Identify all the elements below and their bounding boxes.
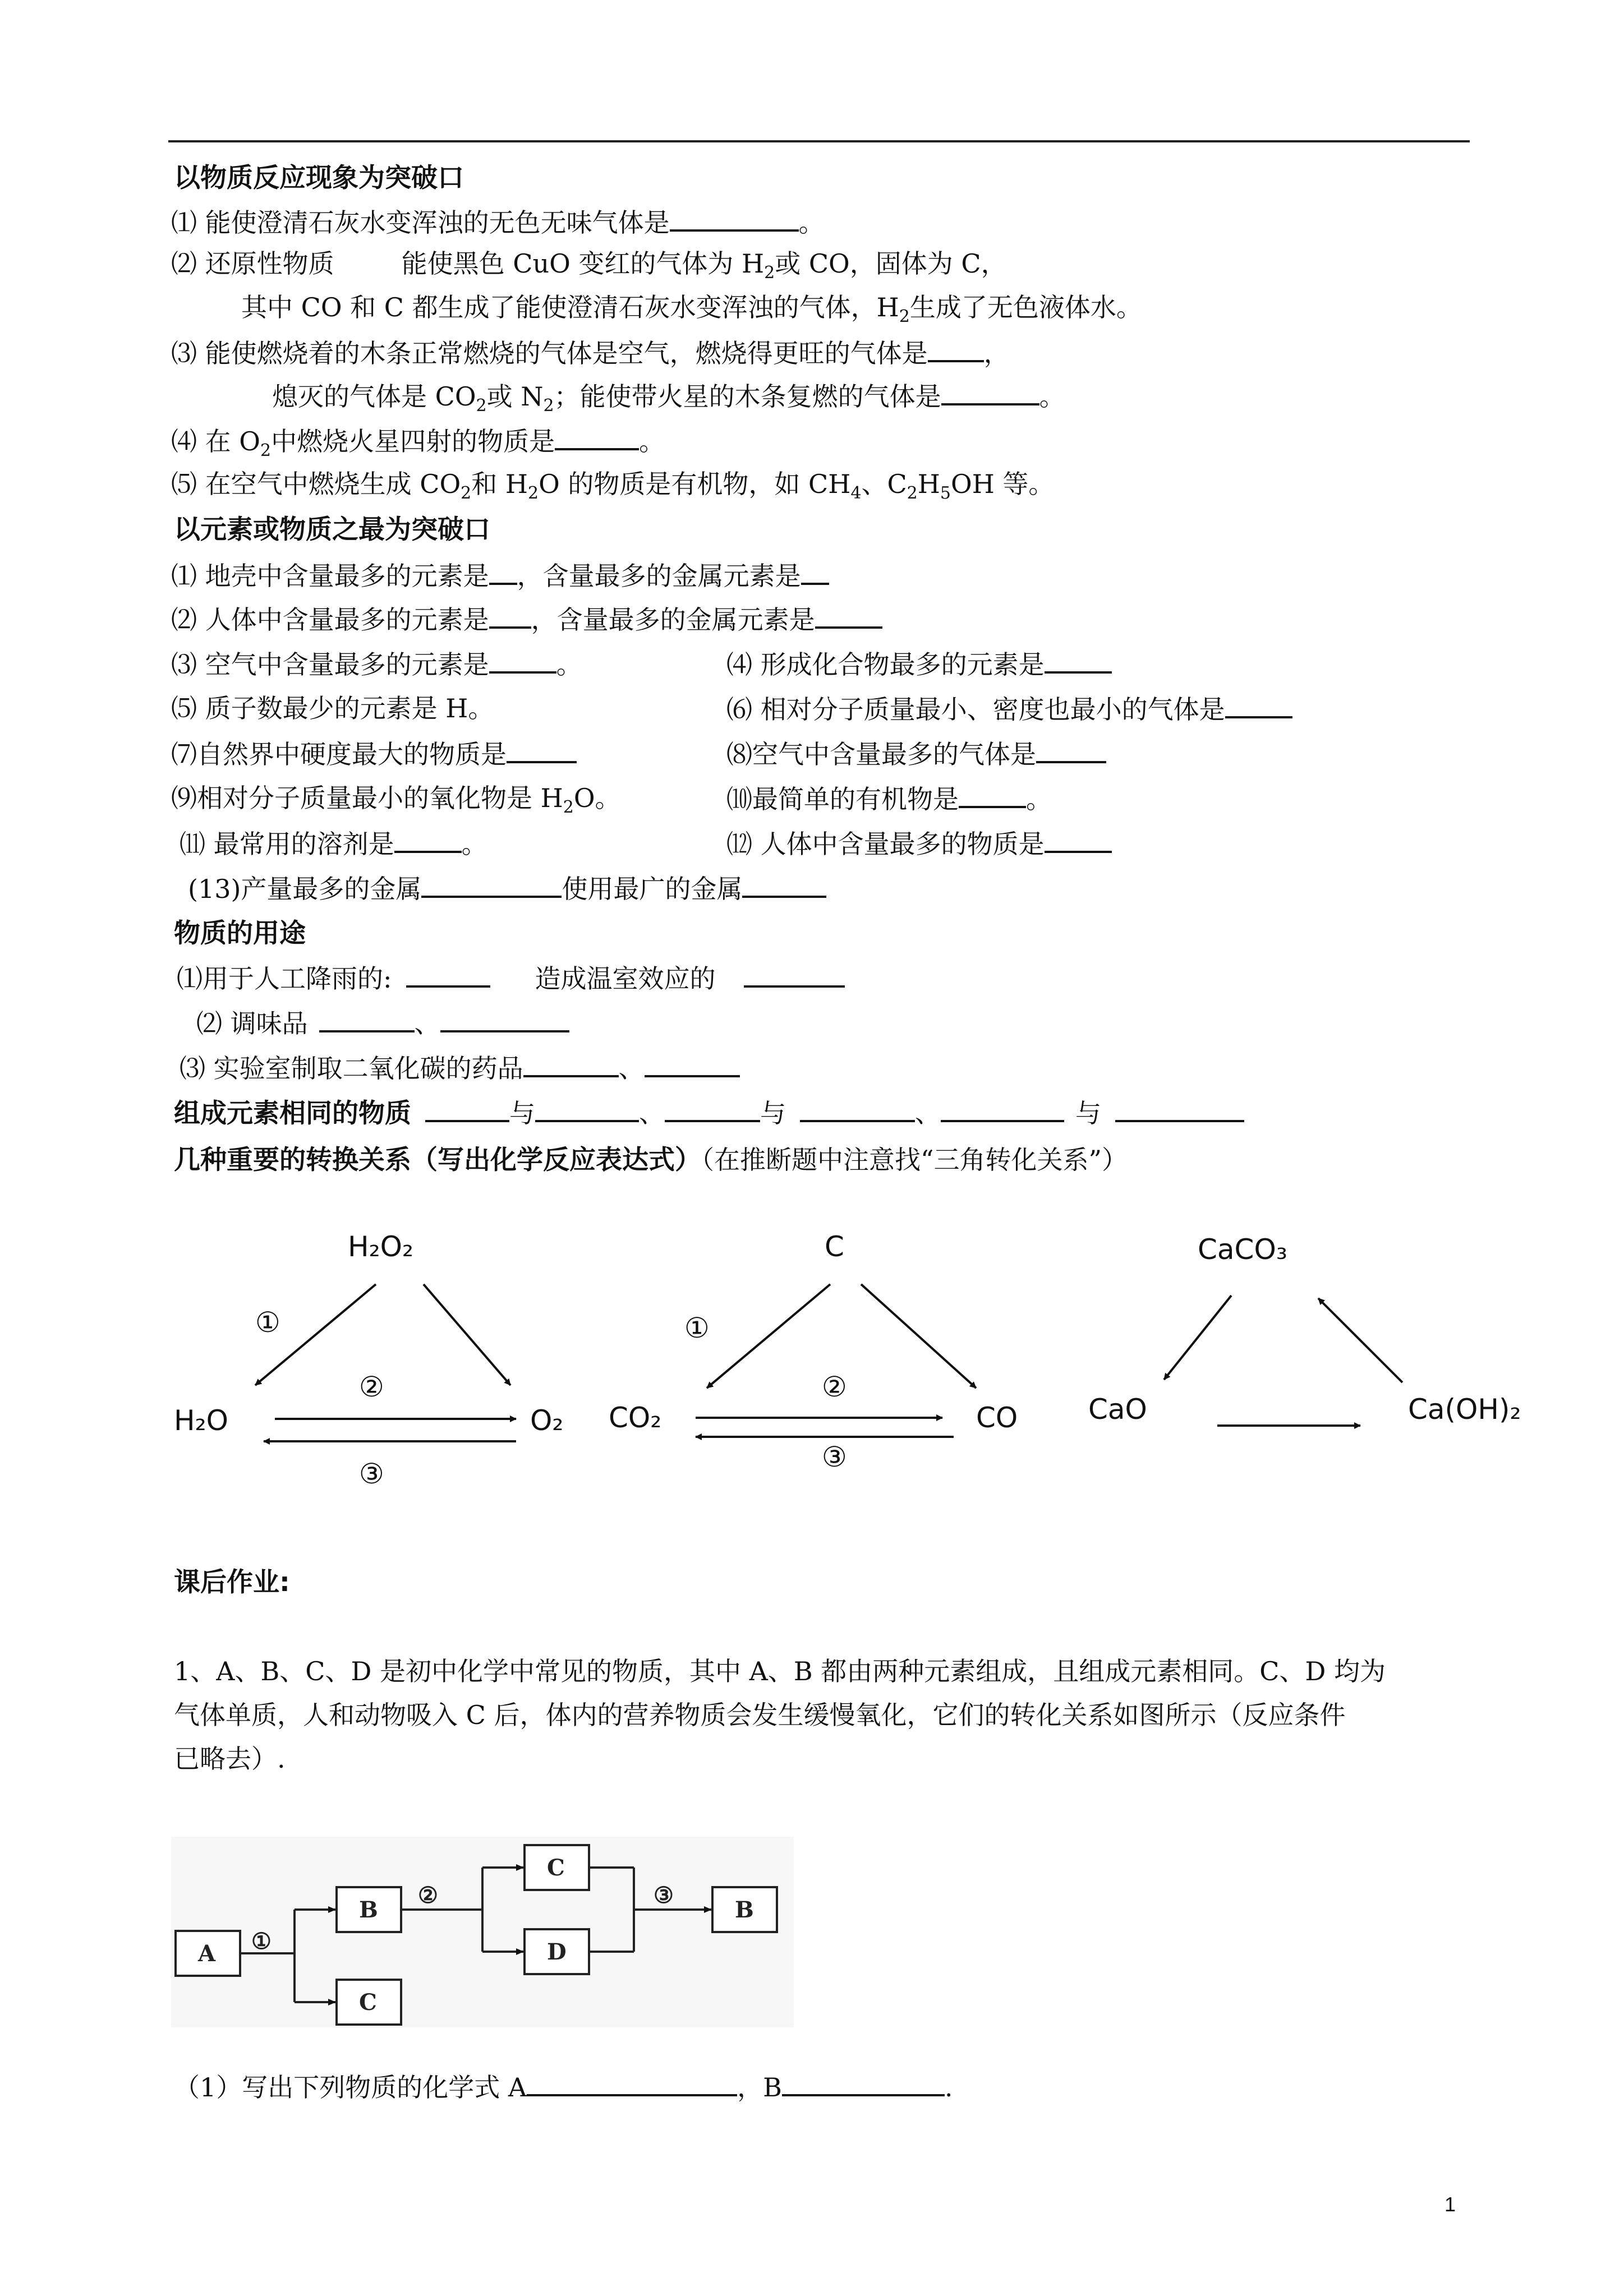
node-co: CO bbox=[976, 1401, 1018, 1434]
answer-blank[interactable] bbox=[555, 423, 639, 450]
section-title: 以元素或物质之最为突破口 bbox=[174, 514, 490, 545]
step-label-3: ③ bbox=[654, 1882, 674, 1908]
step-label-1: ① bbox=[255, 1306, 280, 1339]
answer-blank[interactable] bbox=[421, 871, 562, 898]
answer-blank[interactable] bbox=[815, 602, 882, 629]
answer-blank[interactable] bbox=[665, 1095, 760, 1122]
answer-blank[interactable] bbox=[800, 1095, 915, 1122]
problem-text: 气体单质，人和动物吸入 C 后，体内的营养物质会发生缓慢氧化，它们的转化关系如图所示（反应条件 bbox=[174, 1700, 1346, 1730]
question-line: ⑼相对分子质量最小的氧化物是 $H_2O$。 bbox=[171, 783, 621, 818]
answer-blank[interactable] bbox=[425, 1095, 509, 1122]
answer-blank[interactable] bbox=[670, 205, 799, 232]
triangle-h2o2 bbox=[174, 1230, 563, 1490]
answer-blank[interactable] bbox=[489, 602, 531, 629]
section-title: 物质的用途 bbox=[174, 918, 306, 949]
node-h2o: H₂O bbox=[174, 1404, 228, 1437]
arrow bbox=[707, 1284, 830, 1388]
answer-blank[interactable] bbox=[928, 335, 984, 362]
answer-blank[interactable] bbox=[1045, 826, 1112, 853]
homework-title: 课后作业: bbox=[174, 1567, 290, 1598]
answer-blank[interactable] bbox=[489, 647, 556, 674]
answer-blank-b[interactable] bbox=[782, 2069, 945, 2096]
label-d: D bbox=[547, 1939, 567, 1965]
node-h2o2: H₂O₂ bbox=[348, 1230, 414, 1263]
label-c: C bbox=[547, 1855, 565, 1881]
answer-blank[interactable] bbox=[941, 1095, 1064, 1122]
question-line: （1）写出下列物质的化学式 A ，B . bbox=[174, 2069, 953, 2104]
triangle-caco3 bbox=[1088, 1233, 1521, 1426]
answer-blank[interactable] bbox=[319, 1006, 415, 1032]
answer-blank[interactable] bbox=[742, 871, 826, 898]
header-rule bbox=[168, 140, 1470, 142]
node-co2: CO₂ bbox=[609, 1401, 662, 1434]
question-line: ⑸ 在空气中燃烧生成 $CO_2$和 $H_2O$ 的物质是有机物，如 $CH_4$、$C_2H_5OH$ 等。 bbox=[171, 469, 1055, 504]
question-line: ⑷ 在 $O_2$中燃烧火星四射的物质是 。 bbox=[171, 423, 665, 468]
node-cao: CaO bbox=[1088, 1393, 1147, 1426]
answer-blank[interactable] bbox=[744, 961, 845, 988]
question-line: ⑵ 人体中含量最多的元素是 ，含量最多的金属元素是 bbox=[171, 602, 882, 637]
answer-blank[interactable] bbox=[959, 781, 1026, 808]
question-line: ⑶ 能使燃烧着的木条正常燃烧的气体是空气，燃烧得更旺的气体是 ， bbox=[171, 335, 1010, 370]
question-line: ⑻空气中含量最多的气体是 bbox=[726, 736, 1106, 771]
conversion-diagrams bbox=[0, 1206, 1624, 1520]
answer-blank[interactable] bbox=[394, 826, 462, 853]
answer-blank[interactable] bbox=[801, 558, 829, 585]
step-label-2: ② bbox=[418, 1882, 438, 1908]
section-title-line: 几种重要的转换关系（写出化学反应表达式）（在推断题中注意找“三角转化关系”） bbox=[174, 1145, 1128, 1175]
answer-blank[interactable] bbox=[941, 379, 1039, 405]
question-line: (13)产量最多的金属 使用最广的金属 bbox=[188, 871, 826, 906]
page-number: 1 bbox=[1444, 2193, 1456, 2216]
question-line: ⑽最简单的有机物是 。 bbox=[726, 781, 1052, 816]
answer-blank[interactable] bbox=[645, 1050, 740, 1077]
question-line: ⑷ 形成化合物最多的元素是 bbox=[726, 647, 1112, 681]
question-line: ⑴ 能使澄清石灰水变浑浊的无色无味气体是 。 bbox=[171, 205, 825, 239]
question-line: ⑶ 空气中含量最多的元素是 。 bbox=[171, 647, 582, 681]
answer-blank[interactable] bbox=[489, 558, 517, 585]
problem-text: 1、A、B、C、D 是初中化学中常见的物质，其中 A、B 都由两种元素组成，且组成元素相同。C、D 均为 bbox=[174, 1656, 1386, 1686]
answer-blank[interactable] bbox=[1225, 691, 1292, 718]
answer-blank[interactable] bbox=[1036, 736, 1106, 763]
question-line: ⑴ 地壳中含量最多的元素是 ，含量最多的金属元素是 bbox=[171, 558, 829, 593]
question-line: 组成元素相同的物质 与 、 与 、 与 bbox=[174, 1095, 1244, 1131]
question-line: ⑵ 还原性物质 能使黑色 CuO 变红的气体为 $H_2$或 CO，固体为 C， bbox=[171, 248, 1007, 283]
label-b: B bbox=[359, 1897, 378, 1923]
node-caoh2: Ca(OH)₂ bbox=[1408, 1393, 1521, 1426]
node-caco3: CaCO₃ bbox=[1198, 1233, 1287, 1266]
label-b: B bbox=[735, 1897, 754, 1923]
step-label-3: ③ bbox=[822, 1441, 847, 1473]
answer-blank-a[interactable] bbox=[527, 2069, 737, 2096]
section-title: 以物质反应现象为突破口 bbox=[174, 163, 464, 193]
answer-blank[interactable] bbox=[535, 1095, 639, 1122]
node-c: C bbox=[825, 1230, 844, 1263]
answer-blank[interactable] bbox=[440, 1006, 569, 1032]
question-line: ⑿ 人体中含量最多的物质是 bbox=[726, 826, 1112, 861]
triangle-c bbox=[609, 1230, 1018, 1473]
question-line: 其中 CO 和 C 都生成了能使澄清石灰水变浑浊的气体，$H_2$生成了无色液体水。 bbox=[241, 292, 1142, 327]
label-a: A bbox=[198, 1940, 216, 1967]
node-o2: O₂ bbox=[530, 1404, 564, 1437]
question-line: ⑸ 质子数最少的元素是 H。 bbox=[171, 693, 494, 723]
step-label-1: ① bbox=[251, 1928, 272, 1954]
answer-blank[interactable] bbox=[523, 1050, 619, 1077]
arrow bbox=[1318, 1298, 1402, 1382]
label-c: C bbox=[359, 1989, 377, 2016]
arrow bbox=[1164, 1295, 1231, 1380]
arrow bbox=[424, 1284, 510, 1385]
step-label-3: ③ bbox=[359, 1458, 384, 1490]
question-line: ⑵ 调味品 、 bbox=[196, 1006, 569, 1040]
question-line: ⑶ 实验室制取二氧化碳的药品 、 bbox=[180, 1050, 740, 1085]
section-title: 组成元素相同的物质 bbox=[174, 1098, 411, 1129]
question-line: ⑹ 相对分子质量最小、密度也最小的气体是 bbox=[726, 691, 1292, 726]
answer-blank[interactable] bbox=[507, 736, 577, 763]
flow-diagram bbox=[171, 1837, 794, 2027]
question-line: ⑴用于人工降雨的: 造成温室效应的 bbox=[177, 961, 845, 995]
question-line: 熄灭的气体是 $CO_2$或 $N_2$；能使带火星的木条复燃的气体是 。 bbox=[272, 379, 1065, 423]
answer-blank[interactable] bbox=[1115, 1095, 1244, 1122]
step-label-2: ② bbox=[822, 1371, 847, 1403]
question-line: ⑺自然界中硬度最大的物质是 bbox=[171, 736, 577, 771]
arrow bbox=[861, 1284, 976, 1388]
problem-text: 已略去）. bbox=[174, 1744, 286, 1774]
answer-blank[interactable] bbox=[1045, 647, 1112, 674]
question-line: ⑾ 最常用的溶剂是 。 bbox=[180, 826, 487, 861]
answer-blank[interactable] bbox=[406, 961, 490, 988]
step-label-1: ① bbox=[684, 1312, 710, 1344]
step-label-2: ② bbox=[359, 1371, 384, 1403]
